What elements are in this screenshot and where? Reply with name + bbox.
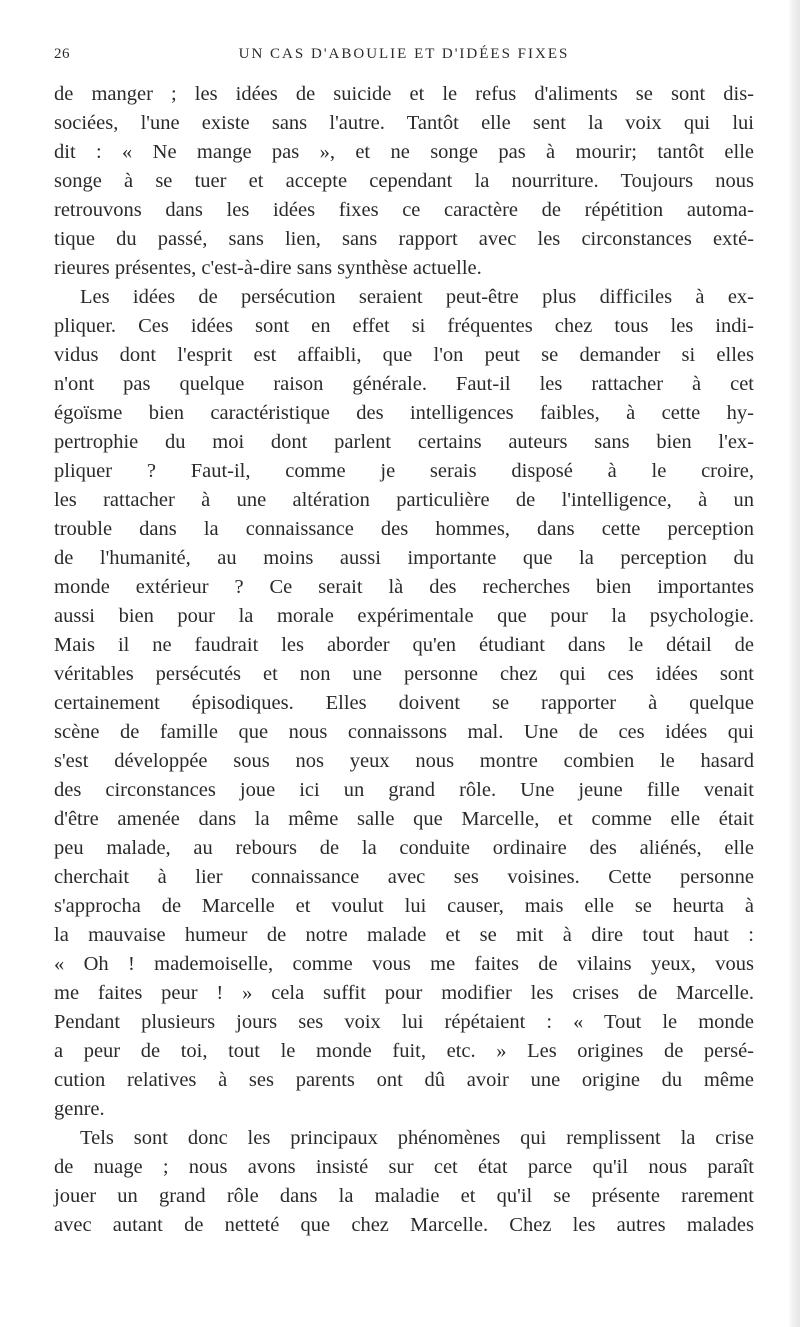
text-line: peu malade, au rebours de la conduite ordinaire des aliénés, elle [54, 837, 754, 859]
text-line: scène de famille que nous connaissons mal. Une de ces idées qui [54, 721, 754, 743]
text-line: pliquer. Ces idées sont en effet si fréquentes chez tous les indi- [54, 315, 754, 337]
text-line: la mauvaise humeur de notre malade et se mit à dire tout haut : [54, 924, 754, 946]
text-line: cherchait à lier connaissance avec ses voisines. Cette personne [54, 866, 754, 888]
running-title: UN CAS D'ABOULIE ET D'IDÉES FIXES [238, 46, 570, 62]
text-line: n'ont pas quelque raison générale. Faut-il les rattacher à cet [54, 373, 754, 395]
body-text [54, 80, 754, 1240]
text-line: véritables persécutés et non une personne chez qui ces idées sont [54, 663, 754, 685]
text-line: songe à se tuer et accepte cependant la nourriture. Toujours nous [54, 170, 754, 192]
text-line: des circonstances joue ici un grand rôle. Une jeune fille venait [54, 779, 754, 801]
text-line: retrouvons dans les idées fixes ce caractère de répétition automa- [54, 199, 754, 221]
text-line: trouble dans la connaissance des hommes, dans cette perception [54, 518, 754, 540]
text-line: « Oh ! mademoiselle, comme vous me faites de vilains yeux, vous [54, 953, 754, 975]
page-header [54, 46, 754, 70]
text-line: pliquer ? Faut-il, comme je serais disposé à le croire, [54, 460, 754, 482]
text-line: Mais il ne faudrait les aborder qu'en étudiant dans le détail de [54, 634, 754, 656]
text-line: de l'humanité, au moins aussi importante que la perception du [54, 547, 754, 569]
text-line: égoïsme bien caractéristique des intelligences faibles, à cette hy- [54, 402, 754, 424]
text-line: tique du passé, sans lien, sans rapport avec les circonstances exté- [54, 228, 754, 250]
text-line: les rattacher à une altération particulière de l'intelligence, à un [54, 489, 754, 511]
text-line: de manger ; les idées de suicide et le refus d'aliments se sont dis- [54, 83, 754, 105]
text-line: a peur de toi, tout le monde fuit, etc. » Les origines de persé- [54, 1040, 754, 1062]
text-line: Pendant plusieurs jours ses voix lui répétaient : « Tout le monde [54, 1011, 754, 1033]
text-line: pertrophie du moi dont parlent certains auteurs sans bien l'ex- [54, 431, 754, 453]
text-line: avec autant de netteté que chez Marcelle. Chez les autres malades [54, 1214, 754, 1236]
text-line: s'approcha de Marcelle et voulut lui causer, mais elle se heurta à [54, 895, 754, 917]
text-line: jouer un grand rôle dans la maladie et qu'il se présente rarement [54, 1185, 754, 1207]
text-line: certainement épisodiques. Elles doivent se rapporter à quelque [54, 692, 754, 714]
page-number: 26 [54, 46, 70, 62]
text-line: Les idées de persécution seraient peut-être plus difficiles à ex- [80, 286, 754, 308]
text-line: monde extérieur ? Ce serait là des recherches bien importantes [54, 576, 754, 598]
text-line: me faites peur ! » cela suffit pour modifier les crises de Marcelle. [54, 982, 754, 1004]
text-line: dit : « Ne mange pas », et ne songe pas à mourir; tantôt elle [54, 141, 754, 163]
page-edge-shadow [788, 0, 800, 1327]
text-line: de nuage ; nous avons insisté sur cet état parce qu'il nous paraît [54, 1156, 754, 1178]
text-line: Tels sont donc les principaux phénomènes qui remplissent la crise [80, 1127, 754, 1149]
text-line: aussi bien pour la morale expérimentale que pour la psychologie. [54, 605, 754, 627]
text-line: d'être amenée dans la même salle que Marcelle, et comme elle était [54, 808, 754, 830]
text-line: cution relatives à ses parents ont dû avoir une origine du même [54, 1069, 754, 1091]
text-line: genre. [54, 1098, 105, 1120]
text-line: vidus dont l'esprit est affaibli, que l'on peut se demander si elles [54, 344, 754, 366]
text-line: s'est développée sous nos yeux nous montre combien le hasard [54, 750, 754, 772]
text-line: rieures présentes, c'est-à-dire sans synthèse actuelle. [54, 257, 482, 279]
text-line: sociées, l'une existe sans l'autre. Tantôt elle sent la voix qui lui [54, 112, 754, 134]
